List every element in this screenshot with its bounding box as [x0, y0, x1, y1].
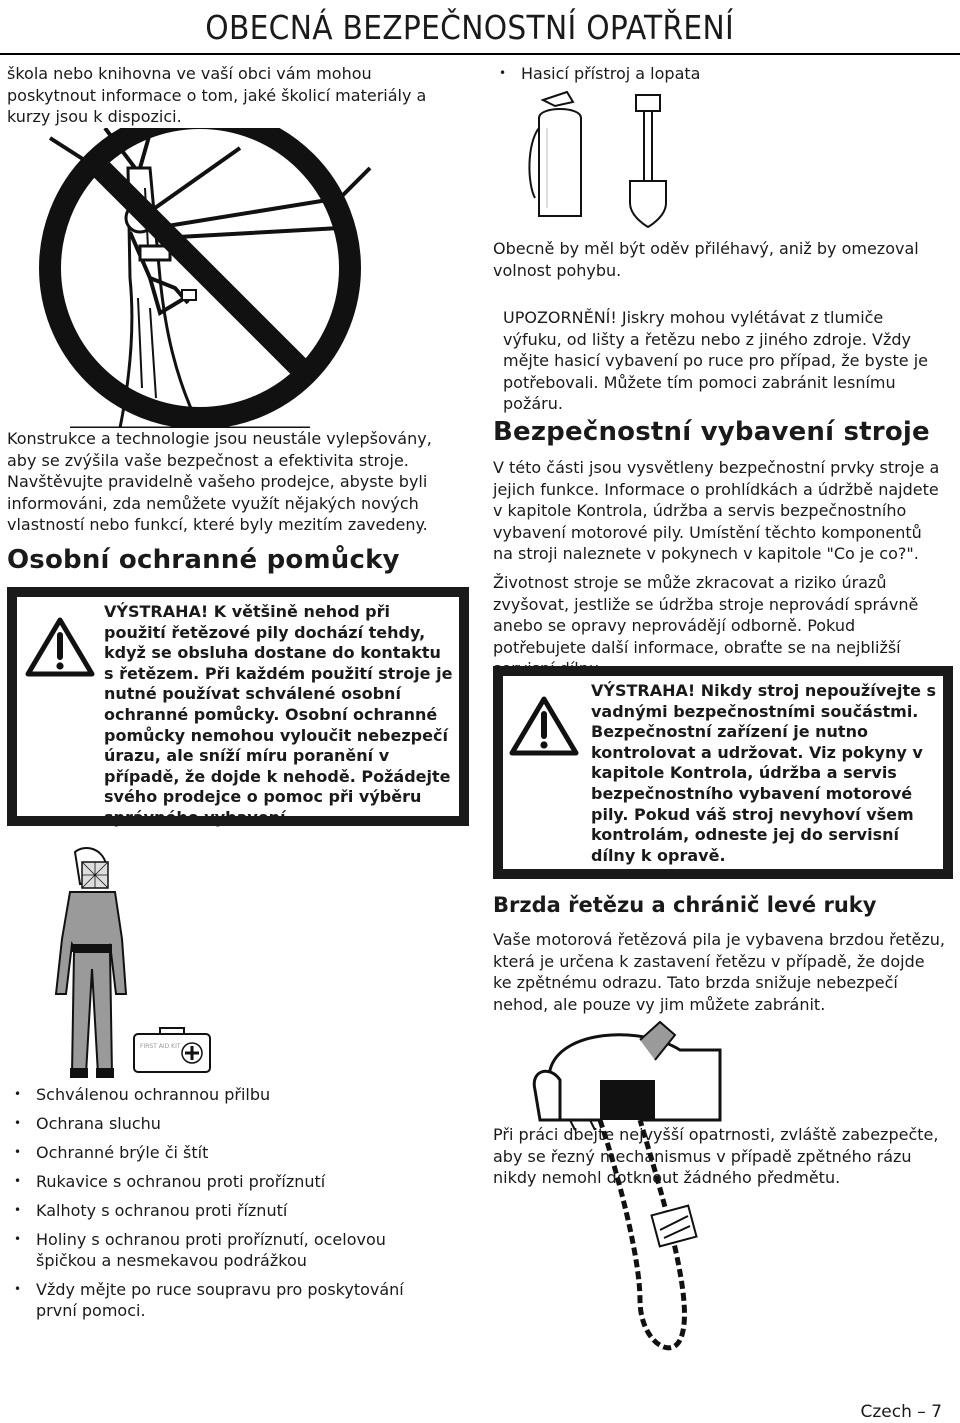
page-title: OBECNÁ BEZPEČNOSTNÍ OPATŘENÍ [205, 8, 734, 47]
first-aid-kit-icon [132, 1026, 212, 1074]
warning-triangle-icon [25, 617, 95, 677]
improvement-paragraph: Konstrukce a technologie jsou neustále vylepšovány, aby se zvýšila vaše bezpečnost a efektivita stroje. Navštěvujte pravidelně vašeho prodejce, abyste byli informováni, zda nemůžete využít nějakých nových vlastností nebo funkcí, které byly mezitím zavedeny. [7, 429, 432, 534]
page-number: Czech – 7 [860, 1402, 942, 1422]
equipment-paragraph-1: V této části jsou vysvětleny bezpečnostní prvky stroje a jejich funkce. Informace o prohlídkách a údržbě najdete v kapitole Kontrola, údržba a servis bezpečnostního vybavení motorové pily. Umístění těchto komponentů na stroji naleznete v pokynech v kapitole "Co je co?". [493, 458, 940, 563]
list-item: • Schválenou ochrannou přilbu [8, 1084, 448, 1105]
list-item: • Kalhoty s ochranou proti říznutí [8, 1200, 448, 1221]
list-item: • Ochrana sluchu [8, 1113, 448, 1134]
equipment-warning-box [493, 666, 953, 879]
list-item: • Ochranné brýle či štít [8, 1142, 448, 1163]
list-item: • Hasicí přístroj a lopata [493, 63, 933, 84]
ppe-warning-text: VÝSTRAHA! K většině nehod při použití řetězové pily dochází tehdy, když se obsluha dostane do kontaktu s řetězem. Při každém použití stroje je nutné používat schválené osobní ochranné pomůcky. Osobní ochranné pomůcky nemohou vyloučit nebezpečí úrazu, ale sníží míru poranění v případě, že dojde k nehodě. Požádejte svého prodejce o pomoc při výběru správného vybavení. [104, 602, 453, 827]
chain-brake-paragraph-2: Při práci dbejte nejvyšší opatrnosti, zvláště zabezpečte, aby se řezný mechanismus v případě zpětného rázu nikdy nemohl dotknout žádného předmětu. [493, 1125, 939, 1187]
warning-triangle-icon [509, 696, 579, 756]
protective-clothing-figure [40, 844, 140, 1084]
chain-brake-paragraph-1: Vaše motorová řetězová pila je vybavena brzdou řetězu, která je určena k zastavení řetězu v případě, že dojde ke zpětnému odrazu. Tato brzda snižuje nebezpečí nehod, ale pouze vy jim můžete zabránit. [493, 930, 945, 1014]
chainsaw-kickback-icon [530, 1020, 730, 1380]
equipment-warning-text: VÝSTRAHA! Nikdy stroj nepoužívejte s vadnými bezpečnostními součástmi. Bezpečnostní zařízení je nutno kontrolovat a udržovat. Viz pokyny v kapitole Kontrola, údržba a servis bezpečnostního vybavení motorové pily. Pokud váš stroj nevyhoví všem kontrolám, odneste jej do servisní dílny k opravě. [591, 681, 937, 865]
list-item: • Holiny s ochranou proti proříznutí, ocelovou špičkou a nesmekavou podrážkou [8, 1229, 448, 1271]
caution-paragraph: UPOZORNĚNÍ! Jiskry mohou vylétávat z tlumiče výfuku, od lišty a řetězu nebo z jiného zdroje. Vždy mějte hasicí vybavení po ruce pro případ, že byste je potřebovali. Můžete tím pomoci zabránit lesnímu požáru. [503, 308, 928, 413]
clothing-paragraph: Obecně by měl být oděv přiléhavý, aniž by omezoval volnost pohybu. [493, 239, 919, 280]
equipment-paragraph-2: Životnost stroje se může zkracovat a riziko úrazů zvyšovat, jestliže se údržba stroje neprovádí správně anebo se opravy neprovádějí odborně. Pokud potřebujete další informace, obraťte se na nejbližší [493, 573, 919, 657]
ppe-heading: Osobní ochranné pomůcky [7, 545, 400, 575]
header-rule [0, 53, 960, 55]
fire-extinguisher-icon [525, 88, 595, 223]
ppe-warning-box [7, 587, 469, 826]
chain-brake-heading: Brzda řetězu a chránič levé ruky [493, 893, 877, 917]
ppe-list [8, 1084, 448, 1329]
shovel-icon [618, 93, 678, 228]
no-climbing-tree-icon [10, 128, 450, 428]
machine-equipment-heading: Bezpečnostní vybavení stroje [493, 417, 930, 447]
intro-paragraph: škola nebo knihovna ve vaší obci vám mohou poskytnout informace o tom, jaké školicí materiály a kurzy jsou k dispozici. [7, 64, 427, 126]
list-item: • Rukavice s ochranou proti proříznutí [8, 1171, 448, 1192]
list-item: • Vždy mějte po ruce soupravu pro poskytování první pomoci. [8, 1279, 448, 1321]
first-aid-kit-label: FIRST AID KIT [140, 1043, 181, 1050]
